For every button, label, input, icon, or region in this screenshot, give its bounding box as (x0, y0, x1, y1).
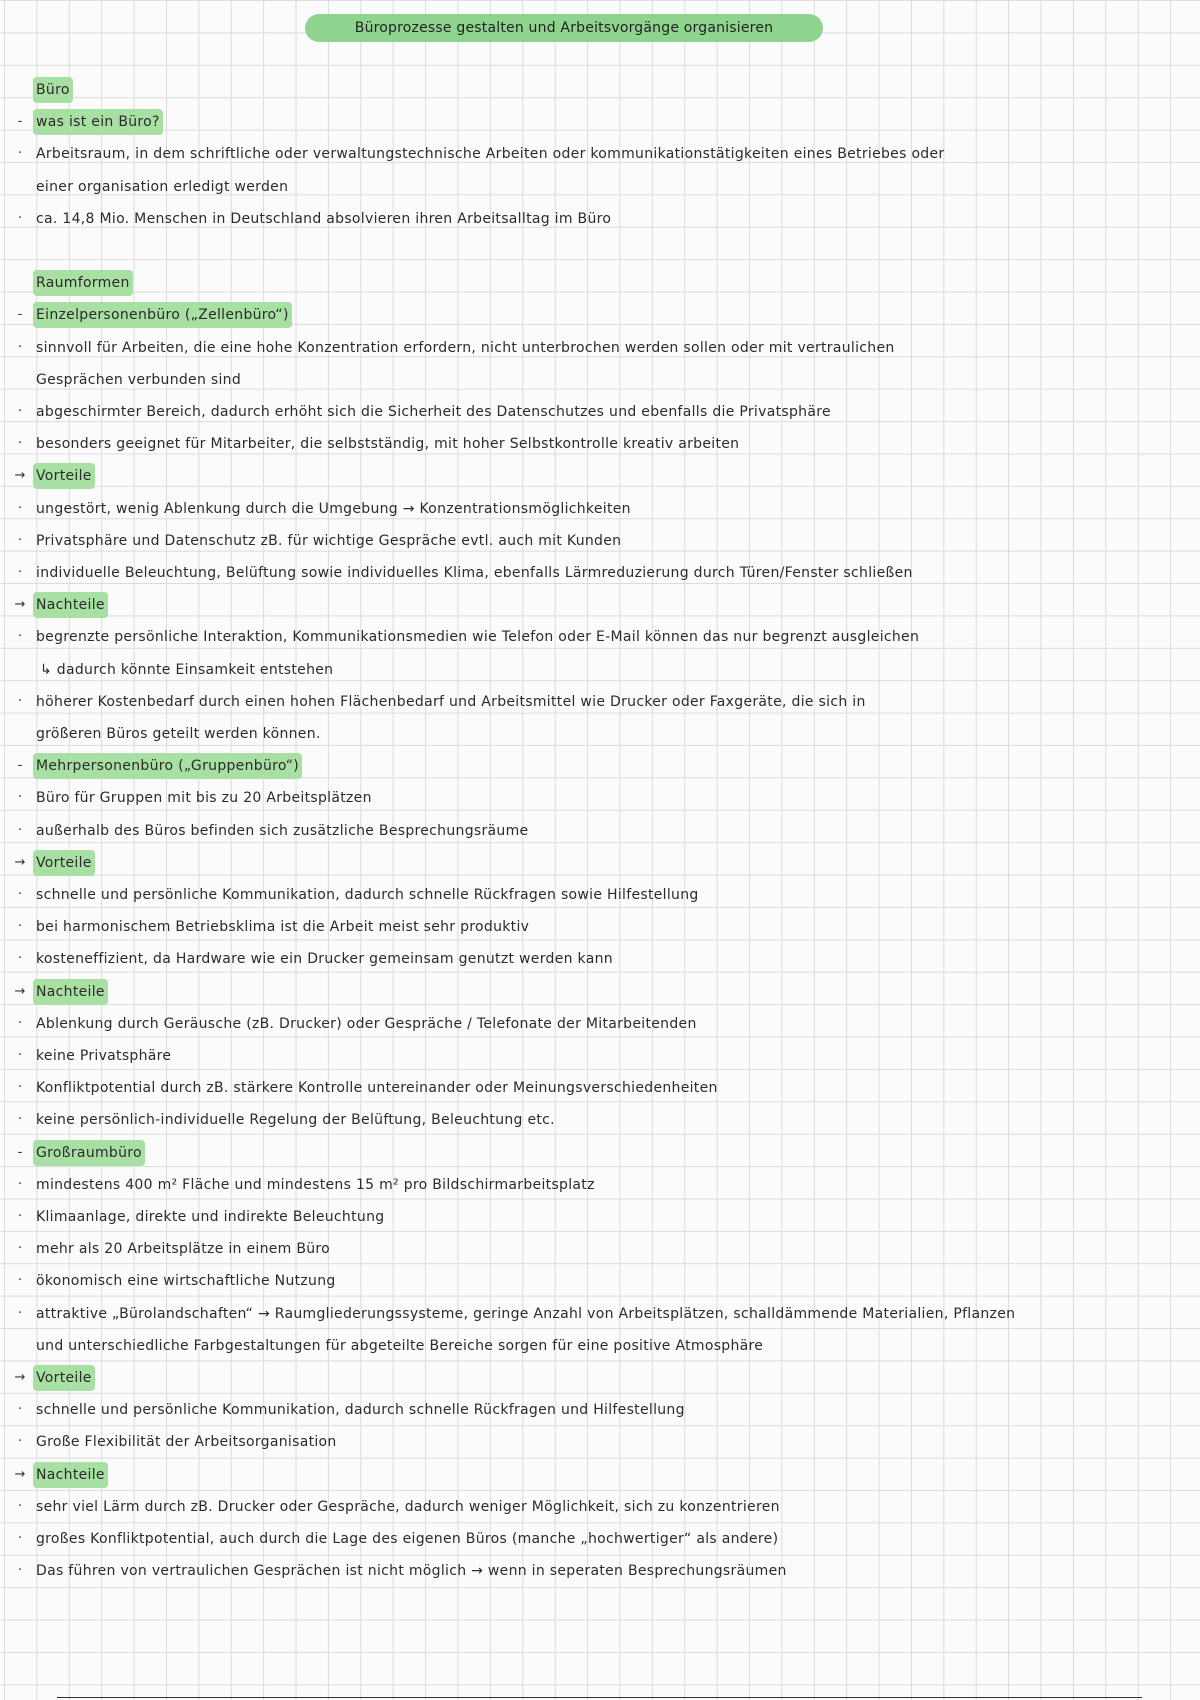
note-text: keine persönlich-individuelle Regelung der Belüftung, Beleuchtung etc. (36, 1112, 555, 1129)
note-text: bei harmonischem Betriebsklima ist die Arbeit meist sehr produktiv (36, 919, 530, 936)
bullet-marker: · (17, 1112, 23, 1128)
note-text: höherer Kostenbedarf durch einen hohen Flächenbedarf und Arbeitsmittel wie Drucker oder Faxgeräte, die sich in (36, 693, 866, 710)
bullet-marker: · (17, 404, 23, 419)
bullet-marker: · (17, 790, 23, 806)
note-text: keine Privatsphäre (36, 1048, 172, 1064)
section-heading: Vorteile (33, 463, 95, 489)
section-heading: Vorteile (33, 1365, 95, 1391)
note-line (0, 206, 1200, 232)
note-text: ökonomisch eine wirtschaftliche Nutzung (36, 1273, 336, 1290)
note-line (0, 1333, 1200, 1359)
bullet-marker: · (17, 1176, 23, 1192)
note-line (0, 1494, 1200, 1520)
note-line (0, 657, 1200, 683)
note-text: großes Konfliktpotential, auch durch die Lage des eigenen Büros (manche „hochwertiger“ als andere) (36, 1531, 779, 1547)
note-line (0, 1526, 1200, 1552)
bullet-marker: · (17, 146, 23, 162)
section-heading: Nachteile (33, 1462, 108, 1488)
bullet-marker: - (17, 758, 23, 774)
note-text: begrenzte persönliche Interaktion, Kommunikationsmedien wie Telefon oder E-Mail können das nur begrenzt ausgleichen (36, 629, 920, 646)
note-line (0, 1365, 1200, 1391)
note-line (0, 1268, 1200, 1294)
note-line (0, 914, 1200, 940)
note-line (0, 818, 1200, 844)
bullet-marker: · (17, 1273, 23, 1289)
note-text: kosteneffizient, da Hardware wie ein Drucker gemeinsam genutzt werden kann (36, 951, 613, 968)
note-text: schnelle und persönliche Kommunikation, dadurch schnelle Rückfragen und Hilfestellung (36, 1402, 685, 1419)
note-line (0, 431, 1200, 457)
bullet-marker: - (17, 1144, 23, 1160)
bullet-marker: · (17, 500, 23, 516)
note-line (0, 77, 1200, 103)
section-heading: Büro (33, 77, 73, 103)
note-text: Das führen von vertraulichen Gesprächen ist nicht möglich → wenn in seperaten Besprechungsräumen (36, 1563, 787, 1580)
note-line (0, 1301, 1200, 1327)
bullet-marker: - (17, 307, 23, 323)
bullet-marker: - (17, 114, 23, 130)
bullet-marker: · (17, 1015, 23, 1031)
note-line (0, 335, 1200, 361)
note-line (0, 1462, 1200, 1488)
bullet-marker: · (17, 1080, 23, 1096)
note-text: Ablenkung durch Geräusche (zB. Drucker) oder Gespräche / Telefonate der Mitarbeitenden (36, 1015, 697, 1032)
note-line (0, 1172, 1200, 1198)
bullet-marker: · (17, 1498, 23, 1514)
note-text: sinnvoll für Arbeiten, die eine hohe Konzentration erfordern, nicht unterbrochen werden sollen oder mit vertraulichen (36, 339, 895, 356)
section-heading: was ist ein Büro? (33, 109, 163, 135)
note-line (0, 624, 1200, 650)
note-line (0, 1429, 1200, 1455)
bullet-marker: → (14, 597, 26, 613)
note-line (0, 496, 1200, 522)
note-line (0, 946, 1200, 972)
section-heading: Vorteile (33, 850, 95, 876)
note-line (0, 463, 1200, 489)
bullet-marker: → (14, 1370, 26, 1385)
bullet-marker: · (17, 210, 23, 226)
note-text: mindestens 400 m² Fläche und mindestens 15 m² pro Bildschirmarbeitsplatz (36, 1176, 595, 1193)
note-line (0, 174, 1200, 200)
section-heading: Raumformen (33, 270, 133, 296)
note-text: ca. 14,8 Mio. Menschen in Deutschland absolvieren ihren Arbeitsalltag im Büro (36, 210, 612, 227)
note-line (0, 1011, 1200, 1037)
bullet-marker: · (17, 565, 23, 580)
note-line (0, 141, 1200, 167)
footer-rule (57, 1697, 1142, 1698)
bullet-marker: · (17, 1209, 23, 1224)
bullet-marker: · (17, 436, 23, 452)
note-line (0, 367, 1200, 393)
note-text: Klimaanlage, direkte und indirekte Beleuchtung (36, 1209, 385, 1225)
note-line (0, 1107, 1200, 1133)
note-line (0, 850, 1200, 876)
note-line (0, 1075, 1200, 1101)
note-text: Privatsphäre und Datenschutz zB. für wichtige Gespräche evtl. auch mit Kunden (36, 532, 622, 549)
note-line (0, 109, 1200, 135)
bullet-marker: · (17, 1531, 23, 1546)
section-heading: Einzelpersonenbüro („Zellenbüro“) (33, 302, 292, 328)
note-text: und unterschiedliche Farbgestaltungen für abgeteilte Bereiche sorgen für eine positive Atmosphäre (36, 1337, 764, 1354)
note-line (0, 238, 1200, 264)
note-line (0, 882, 1200, 908)
note-text: abgeschirmter Bereich, dadurch erhöht sich die Sicherheit des Datenschutzes und ebenfalls die Privatsphäre (36, 404, 831, 420)
note-line (0, 689, 1200, 715)
note-line (0, 528, 1200, 554)
note-text: mehr als 20 Arbeitsplätze in einem Büro (36, 1241, 331, 1258)
bullet-marker: · (17, 1434, 23, 1450)
page-title: Büroprozesse gestalten und Arbeitsvorgänge organisieren (305, 14, 823, 42)
bullet-marker: · (17, 532, 23, 548)
bullet-marker: · (17, 1241, 23, 1257)
bullet-marker: · (17, 1402, 23, 1418)
note-text: einer organisation erledigt werden (36, 178, 289, 195)
note-text: außerhalb des Büros befinden sich zusätzliche Besprechungsräume (36, 822, 529, 839)
note-line (0, 592, 1200, 618)
note-text: Arbeitsraum, in dem schriftliche oder verwaltungstechnische Arbeiten oder kommunikationstätigkeiten eines Betriebes oder (36, 146, 945, 163)
note-line (0, 399, 1200, 425)
note-text: ↳ dadurch könnte Einsamkeit entstehen (40, 661, 334, 678)
note-text: Gesprächen verbunden sind (36, 371, 242, 388)
note-line (0, 1558, 1200, 1584)
section-heading: Nachteile (33, 592, 108, 618)
note-text: ungestört, wenig Ablenkung durch die Umgebung → Konzentrationsmöglichkeiten (36, 500, 631, 517)
note-text: sehr viel Lärm durch zB. Drucker oder Gespräche, dadurch weniger Möglichkeit, sich zu konzentrieren (36, 1498, 780, 1515)
note-text: besonders geeignet für Mitarbeiter, die selbstständig, mit hoher Selbstkontrolle kreativ arbeiten (36, 436, 740, 453)
bullet-marker: · (17, 339, 23, 355)
bullet-marker: · (17, 1563, 23, 1579)
bullet-marker: · (17, 919, 23, 935)
note-line (0, 1140, 1200, 1166)
note-line (0, 1397, 1200, 1423)
note-line (0, 270, 1200, 296)
note-text: individuelle Beleuchtung, Belüftung sowie individuelles Klima, ebenfalls Lärmreduzierung durch Türen/Fenster schließen (36, 565, 913, 581)
bullet-marker: → (14, 854, 26, 870)
section-heading: Mehrpersonenbüro („Gruppenbüro“) (33, 753, 302, 779)
note-text: Große Flexibilität der Arbeitsorganisation (36, 1434, 337, 1451)
bullet-marker: · (17, 1305, 23, 1321)
bullet-marker: · (17, 951, 23, 967)
note-line (0, 721, 1200, 747)
note-line (0, 1204, 1200, 1230)
note-line (0, 753, 1200, 779)
note-line (0, 302, 1200, 328)
note-line (0, 1043, 1200, 1069)
note-text: attraktive „Bürolandschaften“ → Raumgliederungssysteme, geringe Anzahl von Arbeitsplätzen, schalldämmende Materialien, Pflanzen (36, 1305, 1016, 1322)
bullet-marker: · (17, 822, 23, 838)
note-text: schnelle und persönliche Kommunikation, dadurch schnelle Rückfragen sowie Hilfestellung (36, 887, 699, 903)
note-line (0, 560, 1200, 586)
bullet-marker: · (17, 693, 23, 709)
bullet-marker: → (14, 1466, 26, 1482)
section-heading: Nachteile (33, 979, 108, 1005)
note-text: Konfliktpotential durch zB. stärkere Kontrolle untereinander oder Meinungsverschiedenheiten (36, 1080, 718, 1097)
bullet-marker: · (17, 629, 23, 645)
section-heading: Großraumbüro (33, 1140, 145, 1166)
bullet-marker: → (14, 983, 26, 999)
note-line (0, 979, 1200, 1005)
note-line (0, 1236, 1200, 1262)
note-line (0, 785, 1200, 811)
bullet-marker: · (17, 1048, 23, 1063)
bullet-marker: → (14, 468, 26, 484)
note-text: größeren Büros geteilt werden können. (36, 726, 321, 742)
bullet-marker: · (17, 887, 23, 902)
note-text: Büro für Gruppen mit bis zu 20 Arbeitsplätzen (36, 790, 372, 807)
